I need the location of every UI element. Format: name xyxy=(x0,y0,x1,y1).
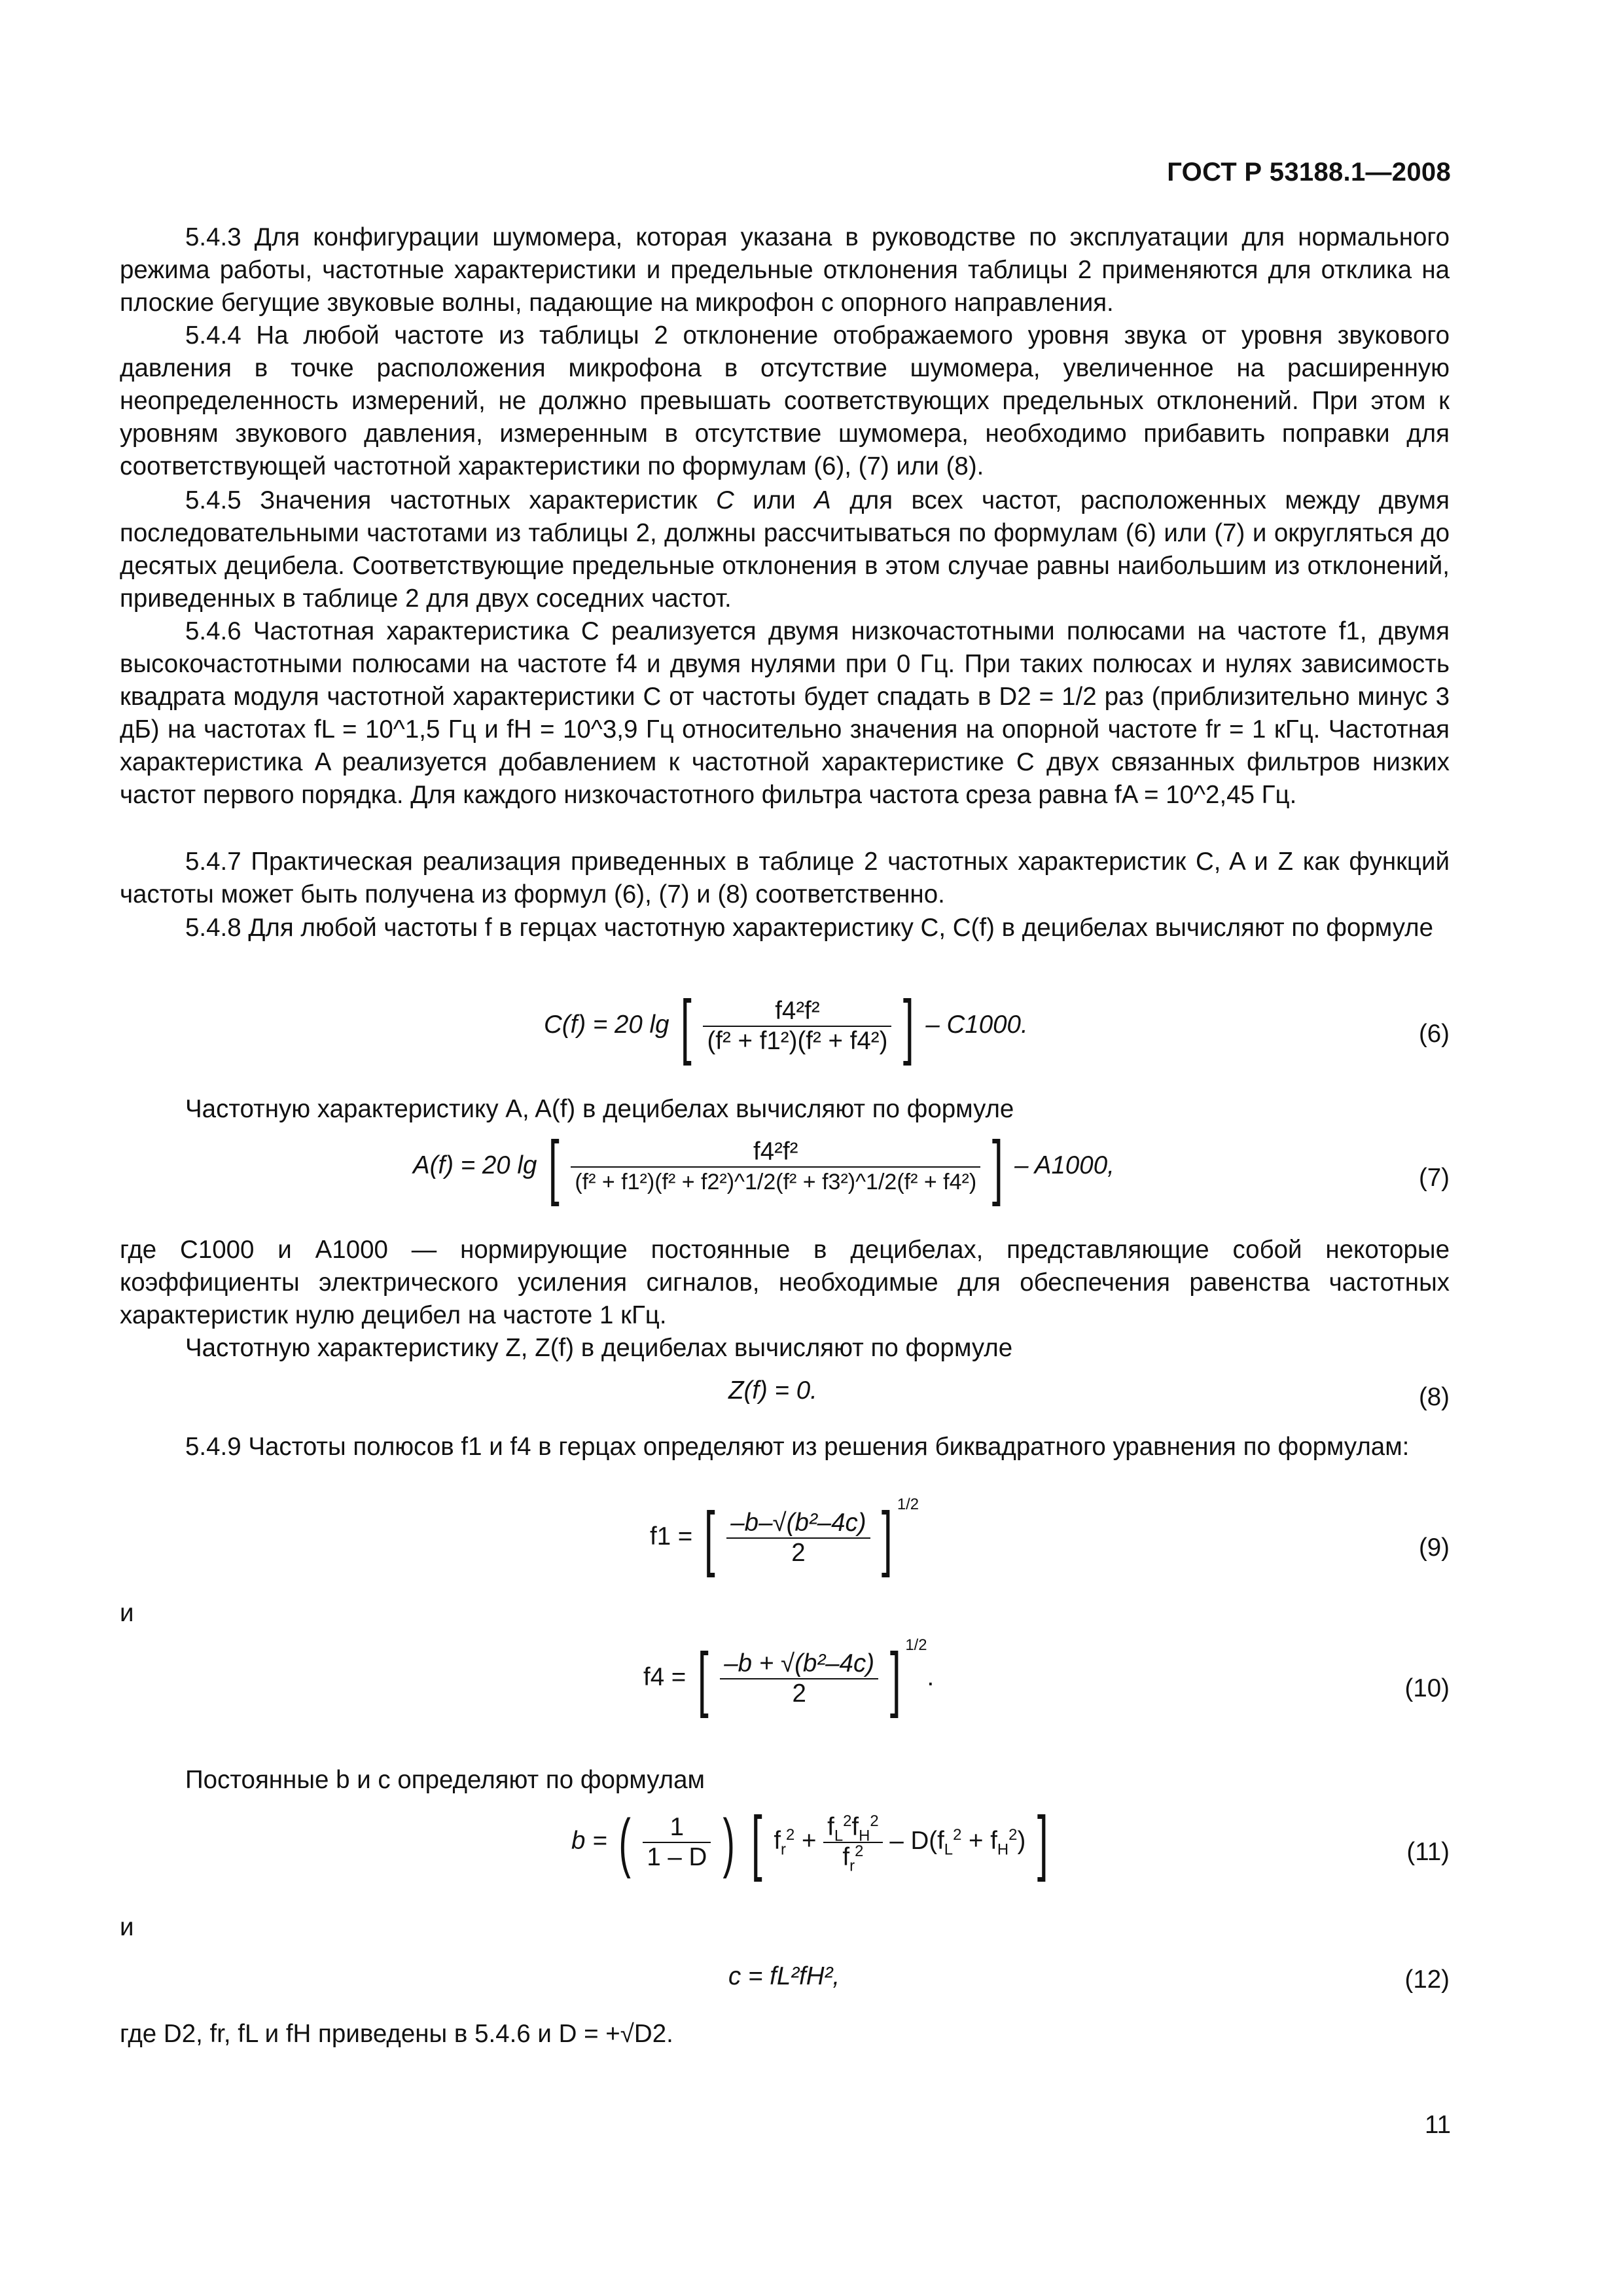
z-characteristic-intro: Частотную характеристику Z, Z(f) в децибелах вычисляют по формуле xyxy=(185,1334,1013,1362)
paragraph-5-4-8: 5.4.8 Для любой частоты f в герцах частотную характеристику C, C(f) в децибелах вычисляют по формуле xyxy=(185,914,1433,942)
paragraph-5-4-9: 5.4.9 Частоты полюсов f1 и f4 в герцах определяют из решения биквадратного уравнения по формулам: xyxy=(185,1433,1410,1461)
equation-number-12: (12) xyxy=(1404,1965,1450,1994)
equation-number-10: (10) xyxy=(1404,1674,1450,1702)
paragraph-5-4-3: 5.4.3 Для конфигурации шумомера, которая указана в руководстве по эксплуатации для нормального режима работы, частотные характеристики и предельные отклонения таблицы 2 применяются для отклика на плоские бегущие звуковые волны, падающие на микрофон с опорного направления. xyxy=(120,223,1450,317)
equation-10: f4 = [ $\frac{\text{–b + √(b²–4c)}}{2}$ ] $^{1/2}$. (10) xyxy=(643,1636,1450,1719)
a-characteristic-intro: Частотную характеристику A, A(f) в децибелах вычисляют по формуле xyxy=(185,1095,1014,1123)
eq10-numerator: –b + √(b²–4c) xyxy=(720,1649,878,1679)
document-header: ГОСТ Р 53188.1—2008 xyxy=(1167,158,1451,187)
eq10-power: 1/2 xyxy=(905,1636,927,1655)
constants-intro: Постоянные b и c определяют по формулам xyxy=(185,1766,705,1794)
paragraph-5-4-7: 5.4.7 Практическая реализация приведенных в таблице 2 частотных характеристик C, A и Z как функций частоты может быть получена из формул (6), (7) и (8) соответственно. xyxy=(120,848,1450,908)
eq6-lhs: C(f) = 20 lg xyxy=(544,1011,669,1039)
equation-8 xyxy=(120,1374,1450,1414)
equation-number-7: (7) xyxy=(1418,1164,1450,1192)
eq11-lhs: b = xyxy=(571,1827,607,1856)
eq6-denominator: (f² + f1²)(f² + f4²) xyxy=(707,1027,888,1055)
paragraph-5-4-4: 5.4.4 На любой частоте из таблицы 2 отклонение отображаемого уровня звука от уровня звукового давления в точке расположения микрофона в отсутствие шумомера, увеличенное на расширенную неопределенность измерений, не должно превышать соответствующих предельных отклонений. При этом к уровням звукового давления, измеренным в отсутствие шумомера, необходимо прибавить поправки для соответствующей частотной характеристики по формулам (6), (7) или (8). xyxy=(120,321,1450,480)
eq9-lhs: f1 = xyxy=(650,1522,693,1551)
eq10-denominator: 2 xyxy=(792,1679,806,1708)
eq7-rhs: – A1000, xyxy=(1014,1151,1115,1180)
eq7-lhs: A(f) = 20 lg xyxy=(413,1151,537,1180)
normalizing-constants-note: где C1000 и A1000 — нормирующие постоянные в децибелах, представляющие собой некоторые коэффициенты электрического усиления сигналов, необходимые для обеспечения равенства частотных характеристик нулю децибел на частоте 1 кГц. xyxy=(120,1236,1450,1329)
eq11-fr-squared: $f_r^2$ + xyxy=(774,1826,817,1859)
eq11-inner-denominator: $f_r^2$ xyxy=(842,1842,864,1875)
eq11-tail: – $D(f_L^2 + f_H^2)$ xyxy=(889,1826,1026,1859)
conjunction-and-1: и xyxy=(120,1599,134,1627)
eq12-formula: c = fL²fH², xyxy=(728,1962,840,1990)
equation-9: f1 = [ $\frac{\text{–b–√(b²–4c)}}{2}$ ] $^{1/2}$ (9) xyxy=(650,1496,1450,1578)
equation-6: C(f) = 20 lg [ $\frac{\text{f4²f²}}{\text{(f² + f1²)(f² + f4²)}}$ ] – C1000. (6) xyxy=(544,986,1450,1066)
eq6-numerator: f4²f² xyxy=(703,997,891,1027)
equation-12 xyxy=(120,1960,1450,2000)
equation-number-9: (9) xyxy=(1418,1534,1450,1562)
equation-7: A(f) = 20 lg [ $\frac{\text{f4²f²}}{\text{(f² + f1²)(f² + f2²)\textasciicircum{}1/2(f² + f3²)\textasciicircum{}1/2(f² + f4²)}}$ ] – A1000, (7) xyxy=(413,1126,1450,1207)
eq11-inner-numerator: $f_L^2f_H^2$ xyxy=(823,1813,882,1843)
definitions-note: где D2, fr, fL и fH приведены в 5.4.6 и D = +√D2. xyxy=(120,2020,673,2048)
eq7-numerator: f4²f² xyxy=(571,1138,980,1168)
eq11-frac-denominator: 1 – D xyxy=(647,1843,707,1871)
eq7-denominator: (f² + f1²)(f² + f2²)^1/2(f² + f3²)^1/2(f² + f4²) xyxy=(575,1170,977,1194)
eq10-lhs: f4 = xyxy=(643,1663,687,1692)
eq9-power: 1/2 xyxy=(897,1496,919,1514)
equation-number-8: (8) xyxy=(1418,1383,1450,1411)
equation-number-11: (11) xyxy=(1406,1838,1450,1866)
eq9-denominator: 2 xyxy=(791,1539,806,1567)
equation-number-6: (6) xyxy=(1418,1020,1450,1048)
page-number: 11 xyxy=(1425,2111,1451,2139)
conjunction-and-2: и xyxy=(120,1913,134,1941)
paragraph-5-4-6: 5.4.6 Частотная характеристика C реализуется двумя низкочастотными полюсами на частоте f1, двумя высокочастотными полюсами на частоте f4 и двумя нулями при 0 Гц. При таких полюсах и нулях зависимость квадрата модуля частотной характеристики C от частоты будет спадать в D2 = 1/2 раз (приблизительно минус 3 дБ) на частотах fL = 10^1,5 Гц и fH = 10^3,9 Гц относительно значения на опорной частоте fr = 1 кГц. Частотная характеристика A реализуется добавлением к частотной характеристике C двух связанных фильтров низких частот первого порядка. Для каждого низкочастотного фильтра частота среза равна fA = 10^2,45 Гц. xyxy=(120,617,1450,809)
equation-11: b = ( $\frac{1}{1 - D}$ ) [ $f_r^2$ + $\frac{f_L^2f_H^2}{f_r^2}$ – $D(f_L^2 + f_H^2)$ ] (11) xyxy=(571,1802,1450,1882)
eq9-numerator: –b–√(b²–4c) xyxy=(726,1509,870,1539)
eq11-frac-numerator: 1 xyxy=(643,1813,711,1843)
eq8-formula: Z(f) = 0. xyxy=(728,1376,817,1405)
paragraph-5-4-5: 5.4.5 Значения частотных характеристик C или A для всех частот, расположенных между двумя последовательными частотами из таблицы 2, должны рассчитываться по формулам (6) или (7) и округляться до десятых децибела. Соответствующие предельные отклонения в этом случае равны наибольшим из отклонений, приведенных в таблице 2 для двух соседних частот. xyxy=(120,486,1450,613)
eq6-rhs: – C1000. xyxy=(925,1011,1028,1039)
